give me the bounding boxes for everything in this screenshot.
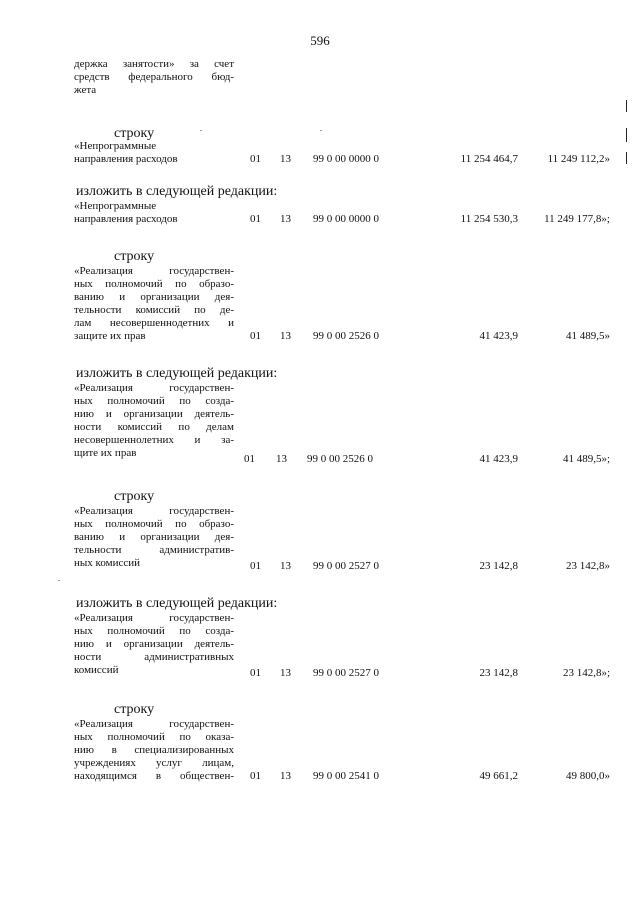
block-heading: изложить в следующей редакции:	[76, 366, 278, 381]
desc-line: нию и организации деятель-	[74, 408, 234, 420]
amount-year-2: 49 800,0»	[566, 770, 610, 782]
amount-year-2: 23 142,8»;	[562, 667, 610, 679]
block-description	[74, 505, 234, 570]
scan-edge-mark	[626, 128, 627, 142]
block-heading: строку	[114, 702, 155, 717]
desc-line: лам несовершеннодетних и	[74, 317, 234, 329]
desc-line: «Реализация государствен-	[74, 718, 234, 730]
amount-year-1: 41 423,9	[479, 330, 518, 342]
block-description	[74, 612, 234, 677]
scan-edge-mark	[626, 152, 627, 164]
desc-line: ности комиссий по делам	[74, 421, 234, 433]
desc-line: ванию и организации дея-	[74, 291, 234, 303]
desc-line: ных полномочий по созда-	[74, 625, 234, 637]
block-heading: строку	[114, 126, 155, 141]
desc-line: «Непрограммные	[74, 200, 157, 212]
subsection-code: 13	[280, 153, 291, 165]
desc-line: нию и организации деятель-	[74, 638, 234, 650]
target-article-code: 99 0 00 2527 0	[313, 560, 379, 572]
desc-line: находящимся в обществен-	[74, 770, 234, 782]
desc-line: ных полномочий по образо-	[74, 278, 234, 290]
section-code: 01	[244, 453, 255, 465]
desc-line: «Реализация государствен-	[74, 265, 234, 277]
target-article-code: 99 0 00 2526 0	[313, 330, 379, 342]
target-article-code: 99 0 00 0000 0	[313, 213, 379, 225]
block-description	[74, 140, 234, 166]
section-code: 01	[250, 213, 261, 225]
amount-year-2: 11 249 112,2»	[547, 153, 610, 165]
block-description	[74, 265, 234, 343]
subsection-code: 13	[280, 330, 291, 342]
block-heading: изложить в следующей редакции:	[76, 184, 278, 199]
block-description	[74, 718, 234, 783]
target-article-code: 99 0 00 2527 0	[313, 667, 379, 679]
desc-line: ных комиссий	[74, 557, 140, 569]
desc-line: нию в специализированных	[74, 744, 234, 756]
page-number: 596	[310, 33, 330, 48]
desc-line: комиссий	[74, 664, 119, 676]
desc-line: тельности комиссий по де-	[74, 304, 234, 316]
amount-year-2: 11 249 177,8»;	[544, 213, 610, 225]
block-heading: строку	[114, 249, 155, 264]
amount-year-1: 11 254 464,7	[460, 153, 518, 165]
desc-line: учреждениях услуг лицам,	[74, 757, 234, 769]
amount-year-1: 49 661,2	[479, 770, 518, 782]
target-article-code: 99 0 00 2526 0	[307, 453, 373, 465]
section-code: 01	[250, 770, 261, 782]
desc-line: тельности административ-	[74, 544, 234, 556]
subsection-code: 13	[280, 770, 291, 782]
fragment-line: держка занятости» за счет	[74, 58, 234, 70]
subsection-code: 13	[280, 213, 291, 225]
block-description	[74, 382, 234, 460]
amount-year-2: 41 489,5»	[566, 330, 610, 342]
desc-line: ных полномочий по оказа-	[74, 731, 234, 743]
desc-line: ванию и организации дея-	[74, 531, 234, 543]
desc-line: щите их прав	[74, 447, 137, 459]
desc-line: направления расходов	[74, 153, 178, 165]
fragment-description	[74, 58, 234, 97]
scan-speck	[58, 580, 60, 581]
desc-line: «Реализация государствен-	[74, 382, 234, 394]
subsection-code: 13	[280, 667, 291, 679]
section-code: 01	[250, 153, 261, 165]
amount-year-2: 23 142,8»	[566, 560, 610, 572]
block-heading: изложить в следующей редакции:	[76, 596, 278, 611]
amount-year-1: 23 142,8	[479, 560, 518, 572]
subsection-code: 13	[280, 560, 291, 572]
desc-line: защите их прав	[74, 330, 146, 342]
section-code: 01	[250, 560, 261, 572]
section-code: 01	[250, 330, 261, 342]
desc-line: ных полномочий по образо-	[74, 518, 234, 530]
amount-year-1: 11 254 530,3	[460, 213, 518, 225]
target-article-code: 99 0 00 2541 0	[313, 770, 379, 782]
desc-line: «Реализация государствен-	[74, 505, 234, 517]
amount-year-2: 41 489,5»;	[562, 453, 610, 465]
block-description	[74, 200, 234, 226]
desc-line: ных полномочий по созда-	[74, 395, 234, 407]
desc-line: «Непрограммные	[74, 140, 157, 152]
block-heading: строку	[114, 489, 155, 504]
desc-line: ности административных	[74, 651, 234, 663]
desc-line: несовершеннолетних и за-	[74, 434, 234, 446]
desc-line: направления расходов	[74, 213, 178, 225]
amount-year-1: 41 423,9	[479, 453, 518, 465]
scan-edge-mark	[626, 100, 627, 112]
target-article-code: 99 0 00 0000 0	[313, 153, 379, 165]
scan-speck	[320, 130, 322, 131]
fragment-line: средств федерального бюд-	[74, 71, 234, 83]
section-code: 01	[250, 667, 261, 679]
subsection-code: 13	[276, 453, 287, 465]
scan-speck	[200, 130, 202, 131]
desc-line: «Реализация государствен-	[74, 612, 234, 624]
fragment-line: жета	[74, 84, 97, 96]
amount-year-1: 23 142,8	[479, 667, 518, 679]
